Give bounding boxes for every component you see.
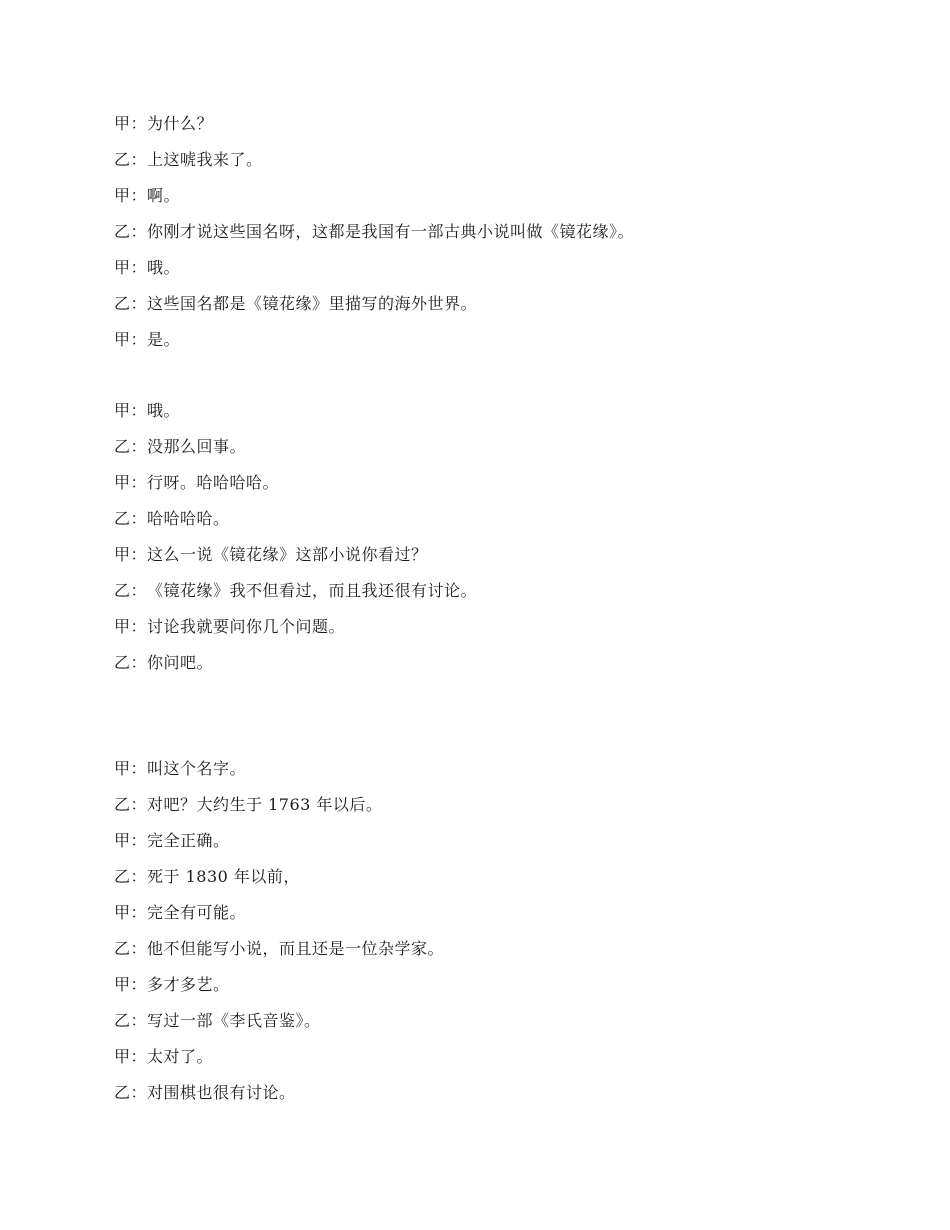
speaker-label: 乙	[114, 437, 131, 456]
dialogue-line	[114, 831, 230, 851]
dialogue-line	[114, 114, 213, 134]
line-text: 这么一说《镜花缘》这部小说你看过？	[147, 545, 428, 564]
speaker-label: 甲	[114, 617, 131, 636]
speaker-separator: ：	[130, 1083, 148, 1102]
speaker-label: 甲	[114, 473, 131, 492]
dialogue-line	[114, 653, 213, 673]
speaker-separator: ：	[130, 222, 148, 241]
line-text: 啊。	[147, 186, 181, 205]
speaker-label: 乙	[114, 581, 131, 600]
dialogue-line	[114, 903, 246, 923]
dialogue-line	[114, 759, 246, 779]
speaker-separator: ：	[130, 509, 148, 528]
speaker-label: 甲	[114, 975, 131, 994]
dialogue-line	[114, 1011, 321, 1031]
line-text: 是。	[147, 330, 181, 349]
line-text: 死于 1830 年以前，	[147, 867, 300, 886]
speaker-separator: ：	[130, 330, 148, 349]
dialogue-line	[114, 795, 382, 815]
speaker-label: 甲	[114, 545, 131, 564]
speaker-separator: ：	[130, 545, 148, 564]
speaker-label: 甲	[114, 330, 131, 349]
dialogue-line	[114, 186, 180, 206]
speaker-separator: ：	[130, 581, 148, 600]
speaker-separator: ：	[130, 258, 148, 277]
speaker-separator: ：	[130, 867, 148, 886]
speaker-label: 乙	[114, 150, 131, 169]
dialogue-line	[114, 1083, 296, 1103]
speaker-label: 乙	[114, 1083, 131, 1102]
speaker-separator: ：	[130, 903, 148, 922]
line-text: 行呀。哈哈哈哈。	[147, 473, 280, 492]
line-text: 哦。	[147, 401, 181, 420]
speaker-label: 乙	[114, 795, 131, 814]
speaker-separator: ：	[130, 617, 148, 636]
speaker-label: 乙	[114, 509, 131, 528]
speaker-separator: ：	[130, 939, 148, 958]
line-text: 完全有可能。	[147, 903, 247, 922]
speaker-label: 甲	[114, 903, 131, 922]
dialogue-line	[114, 330, 180, 350]
line-text: 太对了。	[147, 1047, 214, 1066]
speaker-separator: ：	[130, 401, 148, 420]
speaker-separator: ：	[130, 1011, 148, 1030]
line-text: 哈哈哈哈。	[147, 509, 230, 528]
speaker-separator: ：	[130, 294, 148, 313]
speaker-label: 甲	[114, 1047, 131, 1066]
dialogue-line	[114, 258, 180, 278]
speaker-separator: ：	[130, 114, 148, 133]
line-text: 他不但能写小说，而且还是一位杂学家。	[147, 939, 445, 958]
line-text: 完全正确。	[147, 831, 230, 850]
line-text: 上这唬我来了。	[147, 150, 263, 169]
dialogue-line	[114, 294, 477, 314]
line-text: 叫这个名字。	[147, 759, 247, 778]
line-text: 哦。	[147, 258, 181, 277]
speaker-label: 甲	[114, 401, 131, 420]
speaker-label: 甲	[114, 114, 131, 133]
line-text: 多才多艺。	[147, 975, 230, 994]
line-text: 对吧？大约生于 1763 年以后。	[147, 795, 383, 814]
dialogue-line	[114, 150, 263, 170]
speaker-separator: ：	[130, 186, 148, 205]
speaker-separator: ：	[130, 795, 148, 814]
speaker-label: 甲	[114, 759, 131, 778]
line-text: 《镜花缘》我不但看过，而且我还很有讨论。	[147, 581, 478, 600]
dialogue-line	[114, 975, 230, 995]
speaker-label: 甲	[114, 258, 131, 277]
dialogue-line	[114, 401, 180, 421]
dialogue-line	[114, 939, 444, 959]
speaker-label: 甲	[114, 186, 131, 205]
speaker-separator: ：	[130, 437, 148, 456]
speaker-separator: ：	[130, 975, 148, 994]
speaker-separator: ：	[130, 150, 148, 169]
line-text: 对围棋也很有讨论。	[147, 1083, 296, 1102]
line-text: 为什么？	[147, 114, 214, 133]
speaker-separator: ：	[130, 831, 148, 850]
speaker-separator: ：	[130, 653, 148, 672]
speaker-label: 乙	[114, 294, 131, 313]
line-text: 讨论我就要问你几个问题。	[147, 617, 346, 636]
speaker-separator: ：	[130, 473, 148, 492]
speaker-label: 乙	[114, 222, 131, 241]
speaker-separator: ：	[130, 1047, 148, 1066]
line-text: 你问吧。	[147, 653, 214, 672]
dialogue-line	[114, 617, 345, 637]
line-text: 这些国名都是《镜花缘》里描写的海外世界。	[147, 294, 478, 313]
dialogue-line	[114, 581, 477, 601]
speaker-label: 甲	[114, 831, 131, 850]
line-text: 写过一部《李氏音鉴》。	[147, 1011, 321, 1030]
speaker-label: 乙	[114, 1011, 131, 1030]
line-text: 你刚才说这些国名呀，这都是我国有一部古典小说叫做《镜花缘》。	[147, 222, 635, 241]
dialogue-line	[114, 1047, 213, 1067]
dialogue-line	[114, 867, 300, 887]
speaker-label: 乙	[114, 867, 131, 886]
dialogue-line	[114, 509, 230, 529]
speaker-label: 乙	[114, 939, 131, 958]
speaker-label: 乙	[114, 653, 131, 672]
dialogue-line	[114, 437, 246, 457]
dialogue-line	[114, 222, 634, 242]
dialogue-line	[114, 473, 279, 493]
line-text: 没那么回事。	[147, 437, 247, 456]
speaker-separator: ：	[130, 759, 148, 778]
dialogue-line	[114, 545, 428, 565]
